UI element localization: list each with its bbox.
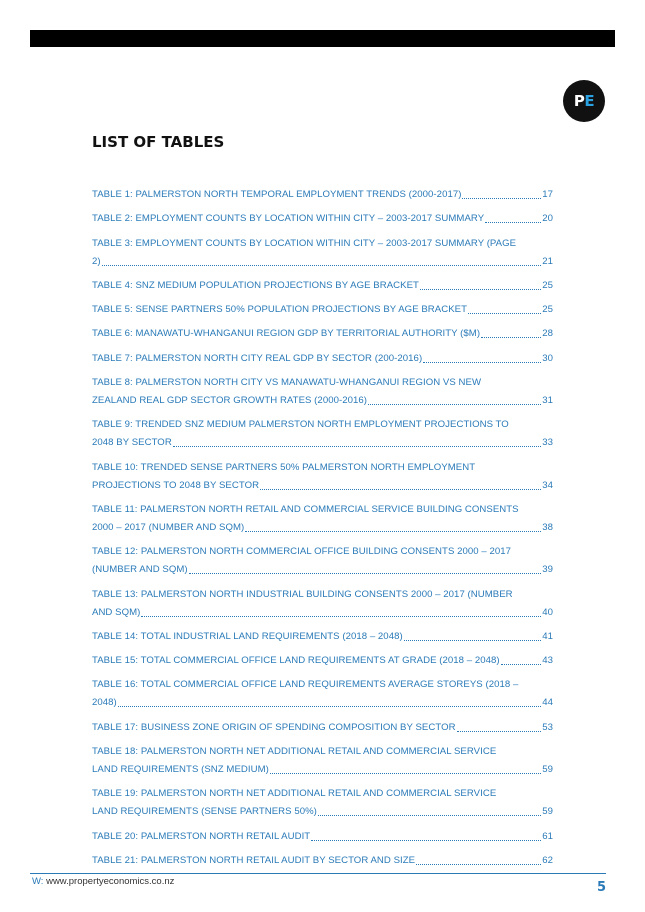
- logo-letter-p: P: [573, 92, 585, 110]
- toc-entry[interactable]: [92, 852, 553, 870]
- toc-entry-page-number: 31: [542, 395, 553, 407]
- toc-entry-page-number: 62: [542, 854, 553, 866]
- toc-entry-title-line: TABLE 11: PALMERSTON NORTH RETAIL AND COMMERCIAL SERVICE BUILDING CONSENTS: [92, 503, 519, 515]
- dot-leader: [481, 337, 541, 338]
- toc-entry-title-line: TABLE 12: PALMERSTON NORTH COMMERCIAL OFFICE BUILDING CONSENTS 2000 – 2017: [92, 546, 512, 558]
- toc-entry-leader-line: [92, 477, 553, 495]
- toc-entry-title: TABLE 4: SNZ MEDIUM POPULATION PROJECTIONS BY AGE BRACKET: [92, 279, 419, 291]
- toc-entry-leader-line: [92, 561, 553, 579]
- toc-entry-page-number: 33: [542, 437, 553, 449]
- toc-entry-title: TABLE 7: PALMERSTON NORTH CITY REAL GDP BY SECTOR (200-2016): [92, 352, 423, 364]
- toc-entry[interactable]: [92, 501, 553, 537]
- toc-entry-page-number: 41: [542, 630, 553, 642]
- toc-entry-page-number: 59: [542, 806, 553, 818]
- toc-entry[interactable]: [92, 416, 553, 452]
- toc-entry[interactable]: [92, 676, 553, 712]
- toc-entry-title: TABLE 14: TOTAL INDUSTRIAL LAND REQUIREMENTS (2018 – 2048): [92, 630, 403, 642]
- footer-website-link[interactable]: www.propertyeconomics.co.nz: [46, 876, 175, 887]
- dot-leader: [102, 265, 542, 266]
- toc-entry[interactable]: [92, 325, 553, 343]
- dot-leader: [260, 489, 541, 490]
- toc-entry-page-number: 28: [542, 328, 553, 340]
- toc-entry-leader-line: [92, 652, 553, 670]
- toc-entry-title-line: TABLE 3: EMPLOYMENT COUNTS BY LOCATION WITHIN CITY – 2003-2017 SUMMARY (PAGE: [92, 237, 517, 249]
- footer-web-label: W:: [32, 876, 44, 887]
- toc-entry-page-number: 59: [542, 764, 553, 776]
- toc-entry[interactable]: [92, 628, 553, 646]
- toc-entry-page-number: 21: [542, 255, 553, 267]
- toc-entry-leader-line: [92, 852, 553, 870]
- dot-leader: [485, 222, 541, 223]
- toc-entry[interactable]: [92, 743, 553, 779]
- toc-entry-leader-line: [92, 325, 553, 343]
- dot-leader: [457, 731, 542, 732]
- toc-entry[interactable]: [92, 301, 553, 319]
- toc-entry-page-number: 25: [542, 304, 553, 316]
- toc-entry-page-number: 61: [542, 830, 553, 842]
- toc-entry-leader-line: [92, 694, 553, 712]
- toc-entry[interactable]: [92, 350, 553, 368]
- toc-entry-title: TABLE 21: PALMERSTON NORTH RETAIL AUDIT BY SECTOR AND SIZE: [92, 854, 416, 866]
- dot-leader: [141, 616, 541, 617]
- property-economics-logo: [563, 80, 605, 122]
- toc-entry[interactable]: [92, 210, 553, 228]
- footer-divider: [30, 873, 606, 874]
- top-banner-bar: [30, 30, 615, 47]
- dot-leader: [318, 815, 541, 816]
- toc-entry-leader-line: [92, 301, 553, 319]
- toc-entry-title: TABLE 6: MANAWATU-WHANGANUI REGION GDP BY TERRITORIAL AUTHORITY ($M): [92, 328, 481, 340]
- dot-leader: [404, 640, 542, 641]
- toc-entry-leader-line: [92, 719, 553, 737]
- toc-entry-leader-line: [92, 434, 553, 452]
- toc-entry-title-line: TABLE 19: PALMERSTON NORTH NET ADDITIONAL RETAIL AND COMMERCIAL SERVICE: [92, 788, 497, 800]
- toc-entry-leader-line: [92, 392, 553, 410]
- toc-entry-title-line: TABLE 13: PALMERSTON NORTH INDUSTRIAL BUILDING CONSENTS 2000 – 2017 (NUMBER: [92, 588, 513, 600]
- toc-entry-page-number: 17: [542, 189, 553, 200]
- toc-entry-leader-line: [92, 253, 553, 271]
- toc-entry-title: PROJECTIONS TO 2048 BY SECTOR: [92, 479, 260, 491]
- toc-entry-page-number: 44: [542, 697, 553, 709]
- toc-entry-leader-line: [92, 628, 553, 646]
- toc-entry-page-number: 30: [542, 352, 553, 364]
- toc-entry[interactable]: [92, 235, 553, 271]
- toc-entry-leader-line: [92, 519, 553, 537]
- toc-entry-title: ZEALAND REAL GDP SECTOR GROWTH RATES (2000-2016): [92, 395, 368, 407]
- toc-entry-title-line: TABLE 9: TRENDED SNZ MEDIUM PALMERSTON NORTH EMPLOYMENT PROJECTIONS TO: [92, 419, 509, 431]
- toc-entry[interactable]: [92, 828, 553, 846]
- toc-entry-leader-line: [92, 186, 553, 204]
- toc-entry[interactable]: [92, 459, 553, 495]
- toc-entry[interactable]: [92, 277, 553, 295]
- toc-entry[interactable]: [92, 543, 553, 579]
- toc-entry-title-line: TABLE 10: TRENDED SENSE PARTNERS 50% PALMERSTON NORTH EMPLOYMENT: [92, 461, 476, 473]
- toc-entry-page-number: 40: [542, 606, 553, 618]
- toc-entry[interactable]: [92, 186, 553, 204]
- toc-entry[interactable]: [92, 374, 553, 410]
- toc-entry-title-line: TABLE 8: PALMERSTON NORTH CITY VS MANAWATU-WHANGANUI REGION VS NEW: [92, 377, 482, 389]
- toc-entry-title: TABLE 1: PALMERSTON NORTH TEMPORAL EMPLOYMENT TRENDS (2000-2017): [92, 189, 462, 200]
- toc-entry-leader-line: [92, 828, 553, 846]
- toc-entry-leader-line: [92, 604, 553, 622]
- toc-entry-page-number: 53: [542, 721, 553, 733]
- dot-leader: [368, 404, 541, 405]
- dot-leader: [462, 198, 541, 199]
- toc-entry-title: (NUMBER AND SQM): [92, 564, 188, 576]
- toc-entry-title: TABLE 15: TOTAL COMMERCIAL OFFICE LAND REQUIREMENTS AT GRADE (2018 – 2048): [92, 655, 500, 667]
- toc-entry-leader-line: [92, 277, 553, 295]
- dot-leader: [501, 664, 542, 665]
- footer-website: [32, 876, 174, 887]
- toc-entry-page-number: 20: [542, 213, 553, 225]
- dot-leader: [270, 773, 541, 774]
- toc-entry[interactable]: [92, 719, 553, 737]
- toc-entry-page-number: 25: [542, 279, 553, 291]
- dot-leader: [245, 531, 541, 532]
- toc-entry[interactable]: [92, 652, 553, 670]
- toc-entry-leader-line: [92, 803, 553, 821]
- toc-entry-page-number: 38: [542, 521, 553, 533]
- toc-entry-page-number: 34: [542, 479, 553, 491]
- dot-leader: [416, 864, 541, 865]
- toc-entry[interactable]: [92, 586, 553, 622]
- toc-entry-title: AND SQM): [92, 606, 141, 618]
- page-number: 5: [597, 880, 607, 895]
- page-title: LIST OF TABLES: [92, 133, 225, 151]
- logo-letter-e: E: [584, 92, 595, 110]
- dot-leader: [173, 446, 541, 447]
- toc-entry-title: LAND REQUIREMENTS (SNZ MEDIUM): [92, 764, 269, 776]
- dot-leader: [420, 289, 541, 290]
- toc-entry-title: TABLE 5: SENSE PARTNERS 50% POPULATION PROJECTIONS BY AGE BRACKET: [92, 304, 468, 316]
- toc-entry-page-number: 43: [542, 655, 553, 667]
- toc-entry-title: 2048 BY SECTOR: [92, 437, 172, 449]
- toc-entry-leader-line: [92, 761, 553, 779]
- toc-entry-title: 2000 – 2017 (NUMBER AND SQM): [92, 521, 245, 533]
- toc-entry-title-line: TABLE 16: TOTAL COMMERCIAL OFFICE LAND REQUIREMENTS AVERAGE STOREYS (2018 –: [92, 679, 519, 691]
- toc-entry-title: LAND REQUIREMENTS (SENSE PARTNERS 50%): [92, 806, 317, 818]
- toc-entry-title: 2048): [92, 697, 117, 709]
- toc-entry-leader-line: [92, 210, 553, 228]
- dot-leader: [189, 573, 542, 574]
- toc-entry-title: TABLE 17: BUSINESS ZONE ORIGIN OF SPENDING COMPOSITION BY SECTOR: [92, 721, 456, 733]
- list-of-tables: [92, 186, 553, 876]
- toc-entry[interactable]: [92, 785, 553, 821]
- dot-leader: [118, 706, 541, 707]
- toc-entry-page-number: 39: [542, 564, 553, 576]
- toc-entry-title: TABLE 20: PALMERSTON NORTH RETAIL AUDIT: [92, 830, 311, 842]
- toc-entry-title: 2): [92, 255, 101, 267]
- toc-entry-leader-line: [92, 350, 553, 368]
- toc-entry-title: TABLE 2: EMPLOYMENT COUNTS BY LOCATION WITHIN CITY – 2003-2017 SUMMARY: [92, 213, 485, 225]
- dot-leader: [311, 840, 541, 841]
- toc-entry-title-line: TABLE 18: PALMERSTON NORTH NET ADDITIONAL RETAIL AND COMMERCIAL SERVICE: [92, 746, 497, 758]
- dot-leader: [423, 362, 541, 363]
- dot-leader: [468, 313, 541, 314]
